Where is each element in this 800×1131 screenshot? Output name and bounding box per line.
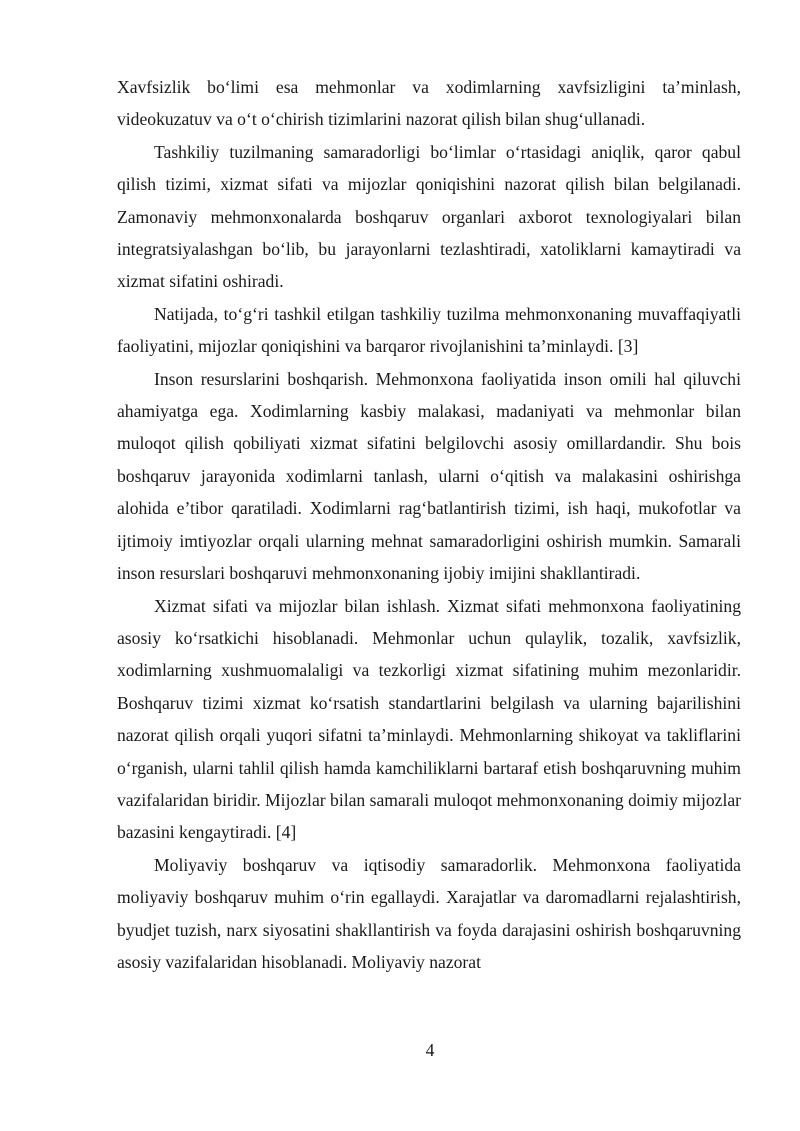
paragraph-financial-management: Moliyaviy boshqaruv va iqtisodiy samaradorlik. Mehmonxona faoliyatida moliyaviy boshqaruv muhim o‘rin egallaydi. Xarajatlar va daromadlarni rejalashtirish, byudjet tuzish, narx siyosatini shakllantirish va foyda darajasini oshirish boshqaruvning asosiy vazifalaridan hisoblanadi. Moliyaviy nazorat (117, 854, 741, 972)
paragraph-continuation-security: Xavfsizlik bo‘limi esa mehmonlar va xodimlarning xavfsizligini ta’minlash, videokuzatuv va o‘t o‘chirish tizimlarini nazorat qilish bilan shug‘ullanadi. (117, 77, 741, 130)
paragraph-structure-efficiency: Tashkiliy tuzilmaning samaradorligi bo‘limlar o‘rtasidagi aniqlik, qaror qabul qilish tizimi, xizmat sifati va mijozlar qoniqishini nazorat qilish bilan belgilanadi. Zamonaviy mehmonxonalarda boshqaruv organlari axborot texnologiyalari bilan integratsiyalashgan bo‘lib, bu jarayonlarni tezlashtiradi, xatoliklarni kamaytiradi va xizmat sifatini oshiradi. (117, 141, 741, 292)
paragraph-conclusion: Natijada, to‘g‘ri tashkil etilgan tashkiliy tuzilma mehmonxonaning muvaffaqiyatli faoliyatini, mijozlar qoniqishini va barqaror rivojlanishini ta’minlaydi. [3] (117, 303, 741, 357)
body-text (117, 71, 741, 978)
page-number: 4 (425, 1040, 435, 1060)
paragraph-service-quality: Xizmat sifati va mijozlar bilan ishlash. Xizmat sifati mehmonxona faoliyatining asosiy ko‘rsatkichi hisoblanadi. Mehmonlar uchun qulaylik, tozalik, xavfsizlik, xodimlarning xushmuomalaligi va tezkorligi xizmat sifatining muhim mezonlaridir. Boshqaruv tizimi xizmat ko‘rsatish standartlarini belgilash va ularning bajarilishini nazorat qilish orqali yuqori sifatni ta’minlaydi. Mehmonlarning shikoyat va takliflarini o‘rganish, ularni tahlil qilish hamda kamchiliklarni bartaraf etish boshqaruvning muhim vazifalaridan biridir. Mijozlar bilan samarali muloqot mehmonxonaning doimiy mijozlar bazasini kengaytiradi. [4] (117, 595, 741, 843)
paragraph-human-resources: Inson resurslarini boshqarish. Mehmonxona faoliyatida inson omili hal qiluvchi ahamiyatga ega. Xodimlarning kasbiy malakasi, madaniyati va mehmonlar bilan muloqot qilish qobiliyati xizmat sifatini belgilovchi asosiy omillardandir. Shu bois boshqaruv jarayonida xodimlarni tanlash, ularni o‘qitish va malakasini oshirishga alohida e’tibor qaratiladi. Xodimlarni rag‘batlantirish tizimi, ish haqi, mukofotlar va ijtimoiy imtiyozlar orqali ularning mehnat samaradorligini oshirish mumkin. Samarali inson resurslari boshqaruvi mehmonxonaning ijobiy imijini shakllantiradi. (117, 368, 741, 584)
